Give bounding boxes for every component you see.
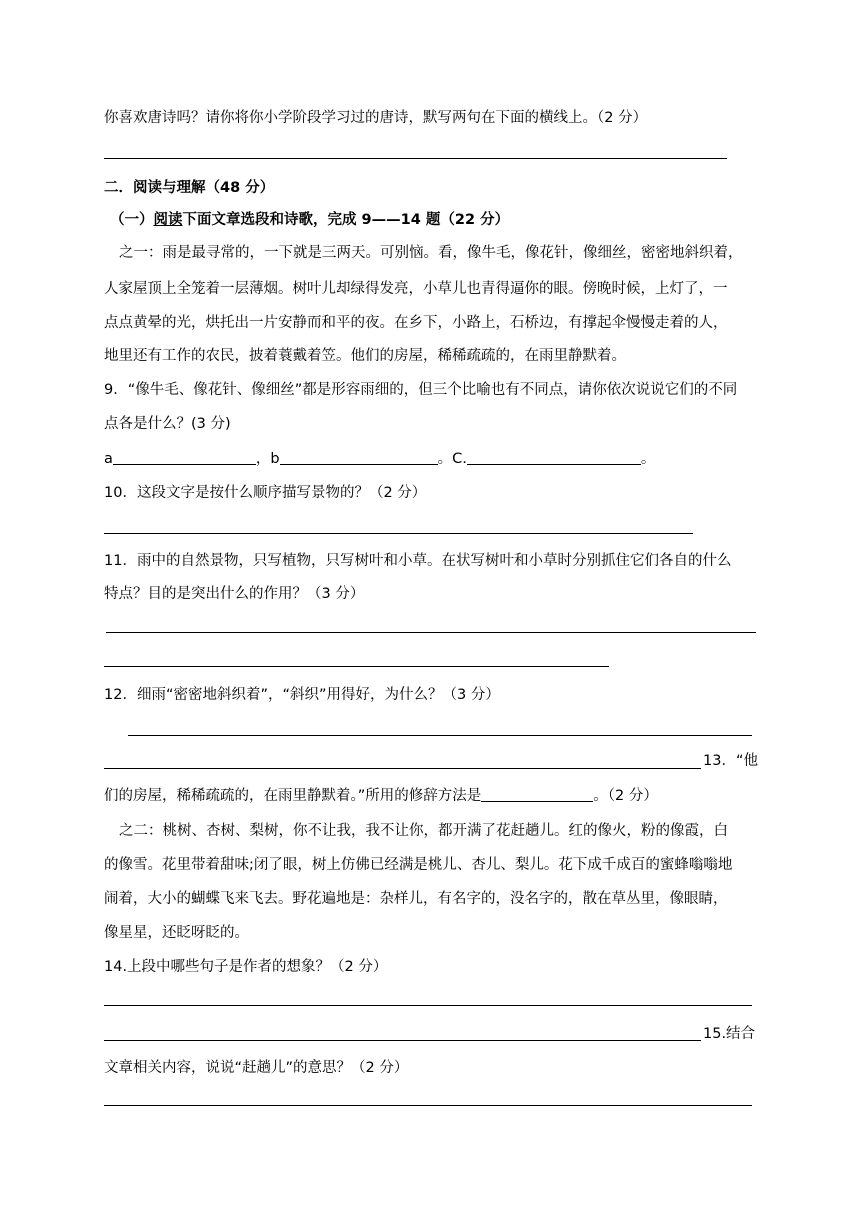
question-14: 14.上段中哪些句子是作者的想象？（2 分） (104, 959, 388, 975)
question-11-cont: 特点？目的是突出什么的作用？（3 分） (104, 586, 365, 602)
question-13-cont (104, 786, 658, 806)
answer-line (104, 666, 609, 667)
answer-line (104, 768, 701, 769)
section-title: 二．阅读与理解（48 分） (104, 180, 275, 196)
passage2-line: 像星星，还眨呀眨的。 (104, 925, 249, 941)
question-10: 10．这段文字是按什么顺序描写景物的？（2 分） (104, 485, 427, 501)
answer-blank-c[interactable] (467, 449, 641, 465)
intro-question: 你喜欢唐诗吗？请你将你小学阶段学习过的唐诗，默写两句在下面的横线上。（2 分） (104, 110, 648, 126)
question-9-cont: 点各是什么？(3 分) (104, 416, 231, 432)
passage2-line: 的像雪。花里带着甜味;闭了眼，树上仿佛已经满是桃儿、杏儿、梨儿。花下成千成百的蜜蜂嗡嗡地 (104, 857, 733, 873)
question-12: 12．细雨“密密地斜织着”，“斜织”用得好，为什么？（3 分） (104, 687, 500, 703)
question-15: 15.结合 (703, 1026, 756, 1042)
passage1-line: 之一：雨是最寻常的，一下就是三两天。可别恼。看，像牛毛，像花针，像细丝，密密地斜织着， (119, 245, 743, 261)
passage1-line: 地里还有工作的农民，披着蓑戴着笠。他们的房屋，稀稀疏疏的，在雨里静默着。 (104, 348, 626, 364)
answer-line (128, 735, 752, 736)
blank-label-a: a (104, 451, 113, 467)
blank-label-c: C. (452, 451, 467, 467)
punct: 。 (437, 451, 453, 467)
blank-label-b: b (270, 451, 280, 467)
passage2-line: 之二：桃树、杏树、梨树，你不让我，我不让你，都开满了花赶趟儿。红的像火，粉的像霞，白 (119, 823, 728, 839)
answer-blank-13[interactable] (481, 786, 593, 802)
question-13: 13．“他 (703, 753, 758, 769)
answer-line (104, 158, 727, 159)
answer-line (106, 632, 756, 633)
passage2-line: 闹着，大小的蝴蝶飞来飞去。野花遍地是：杂样儿，有名字的，没名字的，散在草丛里，像眼睛， (104, 891, 728, 907)
question-9-answers (104, 449, 655, 469)
punct: ， (255, 451, 271, 467)
answer-line (104, 1005, 752, 1006)
question-13-text: 们的房屋，稀稀疏疏的，在雨里静默着。”所用的修辞方法是 (104, 788, 482, 804)
answer-line (104, 1105, 752, 1106)
question-11: 11．雨中的自然景物，只写植物，只写树叶和小草。在状写树叶和小草时分别抓住它们各自的什么 (104, 553, 732, 569)
part-heading (110, 210, 509, 230)
passage1-line: 点点黄晕的光，烘托出一片安静而和平的夜。在乡下，小路上，石桥边，有撑起伞慢慢走着的人， (104, 315, 728, 331)
part-underlined: 阅读 (153, 212, 183, 228)
question-9: 9．“像牛毛、像花针、像细丝”都是形容雨细的，但三个比喻也有不同点，请你依次说说它们的不同 (104, 382, 738, 398)
question-15-cont: 文章相关内容，说说“赶趟儿”的意思？（2 分） (104, 1060, 409, 1076)
punct: 。 (640, 451, 656, 467)
passage1-line: 人家屋顶上全笼着一层薄烟。树叶儿却绿得发亮，小草儿也青得逼你的眼。傍晚时候，上灯了，一 (104, 281, 728, 297)
answer-line (104, 1040, 701, 1041)
question-13-end: 。（2 分） (593, 788, 658, 804)
part-rest: 下面文章选段和诗歌，完成 9——14 题（22 分） (182, 212, 510, 228)
answer-blank-a[interactable] (113, 449, 256, 465)
answer-line (104, 533, 693, 534)
part-prefix: （一） (110, 212, 154, 228)
answer-blank-b[interactable] (280, 449, 438, 465)
